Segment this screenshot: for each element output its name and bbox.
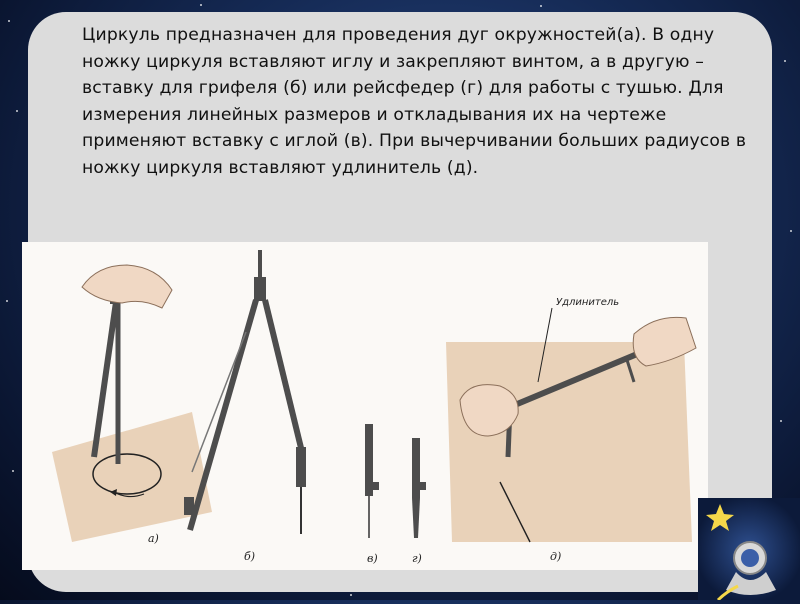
label-v: в) xyxy=(367,552,378,565)
compass-leg-left xyxy=(94,302,116,457)
leg-right-b xyxy=(265,300,302,452)
needle-insert-screw xyxy=(373,482,379,490)
paper-sheet-a xyxy=(52,412,212,542)
hand-right-d xyxy=(633,317,696,366)
figure-d xyxy=(446,297,696,563)
astronaut-icon xyxy=(698,498,800,600)
suit xyxy=(726,572,776,595)
figure-g xyxy=(412,438,426,565)
pen-insert-screw xyxy=(420,482,426,490)
hand-a xyxy=(82,265,172,308)
screw-rod xyxy=(192,332,246,472)
astronaut-image xyxy=(698,498,800,600)
leg-left-b xyxy=(190,300,256,530)
visor xyxy=(741,549,759,567)
pen-insert-tip xyxy=(412,498,420,538)
needle-insert-body xyxy=(365,424,373,496)
star-shape xyxy=(706,504,734,531)
label-b: б) xyxy=(244,550,256,563)
compass-drawing xyxy=(22,242,708,570)
paper-sheet-d xyxy=(446,342,692,542)
needle-holder xyxy=(184,497,194,515)
label-d: д) xyxy=(550,550,562,563)
lead-holder xyxy=(296,447,306,487)
extension-callout: Удлинитель xyxy=(556,297,620,308)
slide-text: Циркуль предназначен для проведения дуг окружностей(а). В одну ножку циркуля вставляют иглу и закрепляют винтом, а в другую – вставку для грифеля (б) или рейсфедер (г) для работы с тушью. Для измерения линейных размеров и откладывания их на чертеже применяют вставку с иглой (в). При вычерчивании больших радиусов в ножку циркуля вставляют удлинитель (д). xyxy=(82,25,747,178)
head-b xyxy=(254,277,266,301)
compass-illustration xyxy=(22,242,708,570)
pen-insert-body xyxy=(412,438,420,498)
label-a: а) xyxy=(148,532,159,545)
figure-v xyxy=(365,424,379,565)
label-g: г) xyxy=(412,552,422,565)
figure-b xyxy=(184,250,306,563)
